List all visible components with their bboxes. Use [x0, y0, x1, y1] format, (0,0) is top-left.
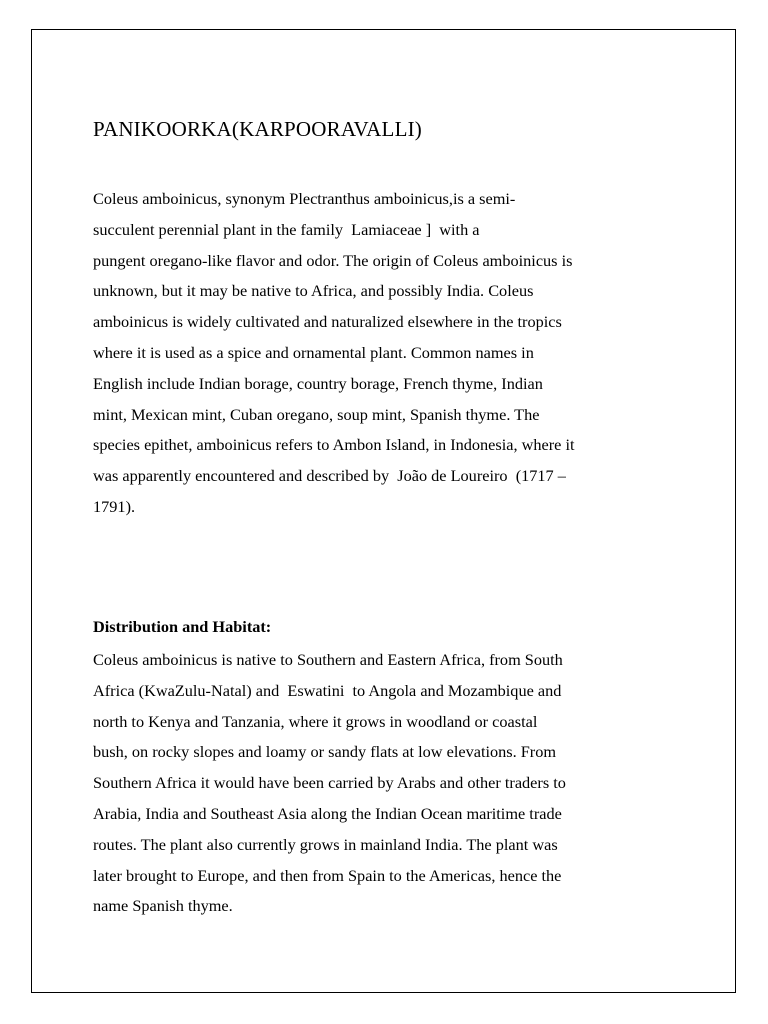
intro-line: succulent perennial plant in the family Lamiaceae ] with a: [93, 219, 480, 239]
distribution-line: north to Kenya and Tanzania, where it grows in woodland or coastal: [93, 711, 538, 731]
distribution-line: name Spanish thyme.: [93, 896, 233, 916]
intro-line: 1791).: [93, 496, 136, 516]
distribution-line: later brought to Europe, and then from Spain to the Americas, hence the: [93, 865, 562, 885]
distribution-line: Southern Africa it would have been carried by Arabs and other traders to: [93, 773, 566, 793]
distribution-line: Arabia, India and Southeast Asia along the Indian Ocean maritime trade: [93, 803, 562, 823]
intro-line: where it is used as a spice and ornamental plant. Common names in: [93, 342, 534, 362]
intro-line: amboinicus is widely cultivated and naturalized elsewhere in the tropics: [93, 312, 562, 332]
distribution-paragraph: [93, 645, 653, 922]
distribution-line: bush, on rocky slopes and loamy or sandy flats at low elevations. From: [93, 742, 557, 762]
intro-line: mint, Mexican mint, Cuban oregano, soup mint, Spanish thyme. The: [93, 404, 540, 424]
intro-paragraph: [93, 184, 653, 523]
distribution-line: Africa (KwaZulu-Natal) and Eswatini to Angola and Mozambique and: [93, 680, 562, 700]
intro-line: was apparently encountered and described by João de Loureiro (1717 –: [93, 466, 566, 486]
distribution-line: routes. The plant also currently grows in mainland India. The plant was: [93, 834, 558, 854]
distribution-heading: Distribution and Habitat:: [93, 617, 272, 636]
document-title: PANIKOORKA(KARPOORAVALLI): [93, 117, 422, 141]
distribution-line: Coleus amboinicus is native to Southern and Eastern Africa, from South: [93, 650, 563, 669]
intro-line: Coleus amboinicus, synonym Plectranthus amboinicus,is a semi-: [93, 189, 516, 208]
intro-line: English include Indian borage, country borage, French thyme, Indian: [93, 373, 543, 393]
intro-line: unknown, but it may be native to Africa, and possibly India. Coleus: [93, 281, 534, 301]
intro-line: pungent oregano-like flavor and odor. The origin of Coleus amboinicus is: [93, 250, 573, 270]
intro-line: species epithet, amboinicus refers to Ambon Island, in Indonesia, where it: [93, 435, 575, 455]
